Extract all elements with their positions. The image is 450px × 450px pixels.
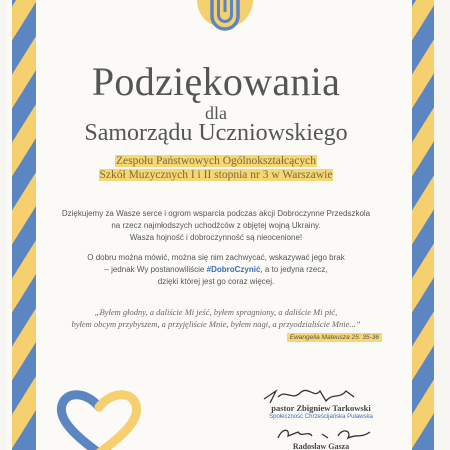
right-stripe-border [412, 0, 434, 450]
school-line-2: Szkół Muzycznych I i II stopnia nr 3 w Warszawie [99, 169, 333, 181]
school-name [42, 154, 390, 182]
signer-1-name: pastor Zbigniew Tarkowski [271, 403, 371, 413]
thanks-line-2: na rzecz najmłodszych uchodźców z objętej wojną Ukrainy. [111, 221, 321, 230]
heart-ribbon-icon [54, 385, 144, 450]
left-stripe-border [12, 0, 36, 450]
hashtag: #DobroCzynić [206, 265, 261, 274]
certificate-body [42, 0, 390, 450]
signer-1-organization: Społeczność Chrześcijańska Puławska [269, 414, 373, 420]
thanks-line-1: Dziękujemy za Wasze serce i ogrom wsparcia podczas akcji Dobroczynne Przedszkola [61, 209, 371, 218]
thanks-paragraph [42, 208, 390, 244]
goodness-line-2a: – jednak Wy postanowiliście [104, 265, 205, 274]
goodness-line-1: O dobru można mówić, można się nim zachwycać, wskazywać jego brak [87, 253, 345, 262]
bible-quote [42, 306, 390, 330]
for-word: dla [205, 103, 227, 123]
quote-line-2: byłem obcym przybyszem, a przyjęliście Mnie, byłem nagi, a przyodzialiście Mnie...” [71, 319, 361, 329]
quote-line-1: „Byłem głodny, a daliście Mi jeść, byłem spragniony, a daliście Mi pić, [94, 307, 338, 317]
quote-source: Ewangelia Mateusza 25: 35-36 [287, 333, 382, 342]
goodness-line-3: dzięki której jest go coraz więcej. [157, 277, 275, 286]
thanks-line-3: Wasza hojność i dobroczynność są nieocenione! [129, 233, 303, 242]
goodness-line-2 [42, 264, 390, 276]
school-line-1: Zespołu Państwowych Ogólnokształcących [116, 155, 316, 167]
signer-2-name: Radosław Gasza [292, 442, 350, 450]
certificate-page [6, 0, 434, 450]
goodness-line-2b: , a to jedyna rzecz, [260, 265, 328, 274]
recipient-name: Samorządu Uczniowskiego [84, 120, 348, 146]
signature-icon [272, 424, 382, 444]
goodness-paragraph [42, 252, 390, 288]
certificate-title: Podziękowania [91, 59, 341, 104]
